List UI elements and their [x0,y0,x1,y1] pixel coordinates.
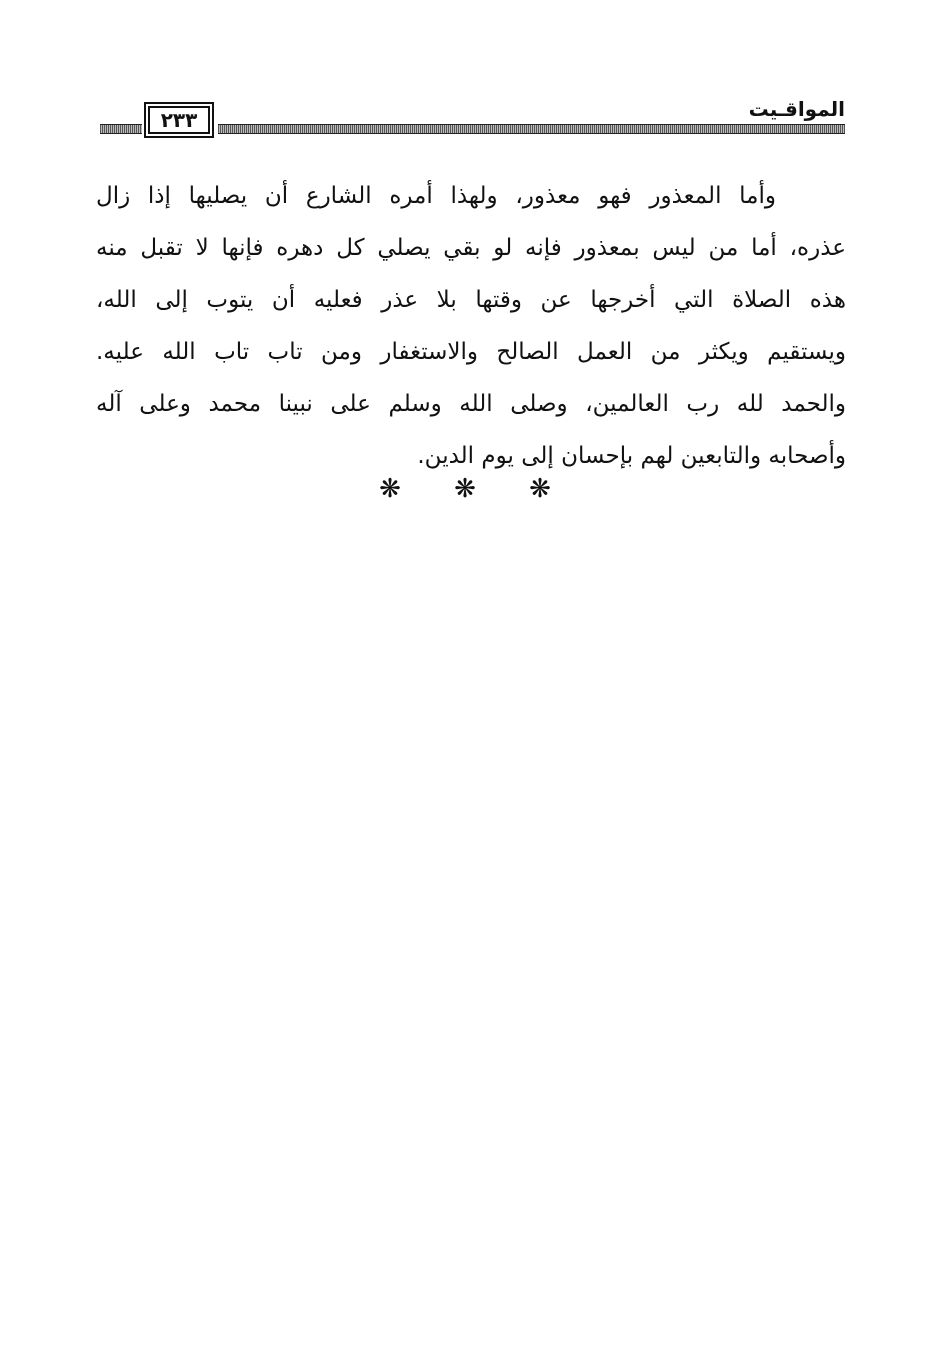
section-separator [360,474,570,504]
page-number-box [144,102,214,138]
asterism-mark: ❋ [454,474,476,504]
page-number: ٢٣٣ [160,108,198,132]
text-line: وأما المعذور فهو معذور، ولهذا أمره الشارع أن يصليها إذا زال [96,183,776,209]
header-rule-right [218,124,845,134]
text-line: عذره، أما من ليس بمعذور فإنه لو بقي يصلي كل دهره فإنها لا تقبل منه [96,235,846,261]
running-title: المواقـيت [743,96,845,122]
header-rule-left [100,124,142,134]
text-line: والحمد لله رب العالمين، وصلى الله وسلم على نبينا محمد وعلى آله [96,391,846,417]
text-line: هذه الصلاة التي أخرجها عن وقتها بلا عذر فعليه أن يتوب إلى الله، [96,287,846,313]
asterism-mark: ❋ [379,474,401,504]
body-paragraph [96,170,846,482]
text-line: وأصحابه والتابعين لهم بإحسان إلى يوم الدين. [417,443,846,469]
text-line: ويستقيم ويكثر من العمل الصالح والاستغفار ومن تاب تاب الله عليه. [96,339,846,365]
asterism-mark: ❋ [529,474,551,504]
page-header [100,96,845,140]
